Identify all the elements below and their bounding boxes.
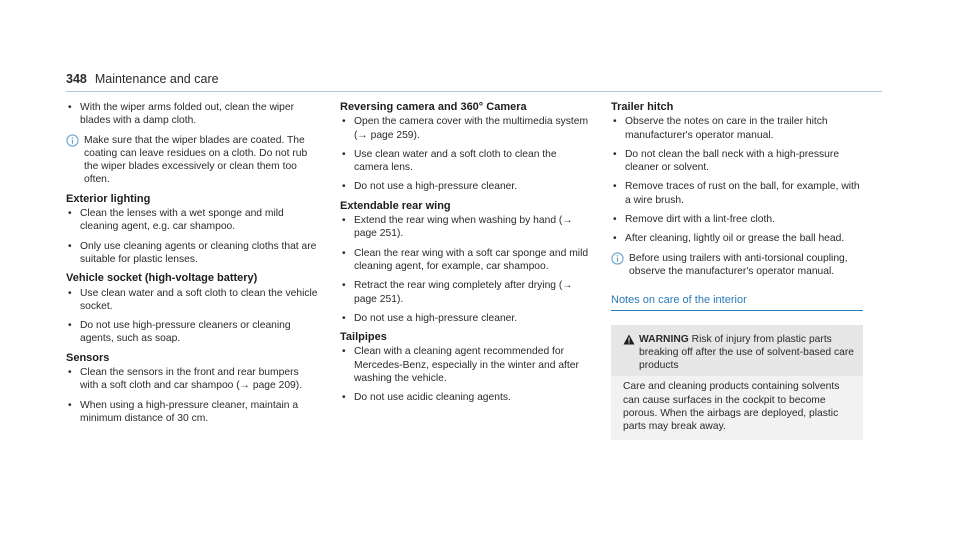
section-heading: Reversing camera and 360° Camera [340, 101, 527, 113]
list-item: • Clean with a cleaning agent recommended for Mercedes-Benz, especially in the winter and after washing the vehicle. [342, 346, 579, 385]
section-heading: Tailpipes [340, 331, 387, 344]
bullet-icon: • [613, 148, 617, 160]
bullet-icon: • [342, 280, 346, 292]
bullet-icon: • [613, 214, 617, 226]
list-item: • Only use cleaning agents or cleaning cloths that are suitable for plastic lenses. [68, 240, 317, 265]
interior-section-title: Notes on care of the interior [611, 294, 863, 310]
bullet-icon: • [342, 215, 346, 227]
info-icon [66, 134, 79, 147]
list-item: • Remove dirt with a lint-free cloth. [613, 214, 775, 226]
list-item: • Remove traces of rust on the ball, for example, with a wire brush. [613, 181, 860, 206]
list-item: • Do not use high-pressure cleaners or cleaning agents, such as soap. [68, 320, 291, 345]
bullet-icon: • [342, 312, 346, 324]
bullet-icon: • [342, 116, 346, 128]
list-item: • Do not clean the ball neck with a high-pressure cleaner or solvent. [613, 148, 840, 174]
info-icon [611, 252, 624, 265]
section-heading: Trailer hitch [611, 101, 674, 113]
list-item: • Do not use a high-pressure cleaner. [342, 181, 518, 193]
warning-label: WARNING [639, 333, 689, 345]
list-item: • Extend the rear wing when washing by hand (→ page 251). [342, 215, 573, 240]
list-item: • Retract the rear wing completely after drying (→ page 251). [342, 280, 573, 305]
chapter-title: Maintenance and care [94, 72, 219, 86]
info-note: Before using trailers with anti-torsional coupling, observe the manufacturer's operator manual. [611, 252, 863, 279]
bullet-icon: • [68, 102, 72, 113]
section-heading: Vehicle socket (high-voltage battery) [66, 272, 258, 285]
bullet-icon: • [68, 287, 72, 299]
bullet-icon: • [342, 181, 346, 193]
list-item: • Do not use a high-pressure cleaner. [342, 312, 518, 324]
section-heading: Extendable rear wing [340, 199, 451, 212]
warning-triangle-icon [623, 334, 635, 345]
warning-body: Care and cleaning products containing solvents can cause surfaces in the cockpit to become porous. When the airbags are deployed, plastic parts may break away. [611, 376, 863, 439]
bullet-icon: • [68, 399, 72, 411]
info-note: Make sure that the wiper blades are coated. The coating can leave residues on a cloth. Do not rub the wiper blades excessively or clean them too often. [66, 134, 318, 187]
page-number: 348 [66, 72, 87, 86]
page-header [66, 72, 219, 86]
column-2 [340, 101, 592, 411]
bullet-icon: • [68, 240, 72, 252]
list-item: • After cleaning, lightly oil or grease the ball head. [613, 233, 845, 245]
bullet-icon: • [613, 233, 617, 245]
list-item: • Clean the rear wing with a soft car sponge and mild cleaning agent, for example, car shampoo. [342, 247, 589, 272]
warning-headline: Risk of injury from plastic parts breaking off after the use of solvent-based care products [639, 333, 855, 372]
list-item: • Use clean water and a soft cloth to clean the vehicle socket. [68, 287, 318, 312]
bullet-icon: • [68, 320, 72, 332]
header-divider [66, 91, 882, 92]
section-heading: Sensors [66, 351, 110, 364]
column-1 [66, 101, 318, 431]
list-item: • Open the camera cover with the multimedia system (→ page 259). [342, 116, 589, 141]
list-item: • When using a high-pressure cleaner, maintain a minimum distance of 30 cm. [68, 399, 299, 424]
section-heading: Exterior lighting [66, 192, 151, 205]
list-item: • Use clean water and a soft cloth to clean the camera lens. [342, 148, 557, 174]
list-item: • With the wiper arms folded out, clean the wiper blades with a damp cloth. [68, 102, 295, 127]
bullet-icon: • [613, 181, 617, 193]
list-item: • Do not use acidic cleaning agents. [342, 392, 511, 404]
warning-header [611, 325, 863, 377]
bullet-icon: • [342, 392, 346, 404]
bullet-icon: • [342, 148, 346, 160]
bullet-icon: • [342, 247, 346, 259]
bullet-icon: • [68, 208, 72, 220]
list-item: • Clean the lenses with a wet sponge and mild cleaning agent, e.g. car shampoo. [68, 208, 284, 233]
bullet-icon: • [342, 346, 346, 358]
warning-box [611, 325, 863, 440]
bullet-icon: • [613, 116, 617, 128]
bullet-icon: • [68, 367, 72, 379]
list-item: • Observe the notes on care in the trailer hitch manufacturer's operator manual. [613, 116, 828, 141]
list-item: • Clean the sensors in the front and rear bumpers with a soft cloth and car shampoo (→ page 209). [68, 367, 303, 392]
column-3 [611, 101, 863, 440]
